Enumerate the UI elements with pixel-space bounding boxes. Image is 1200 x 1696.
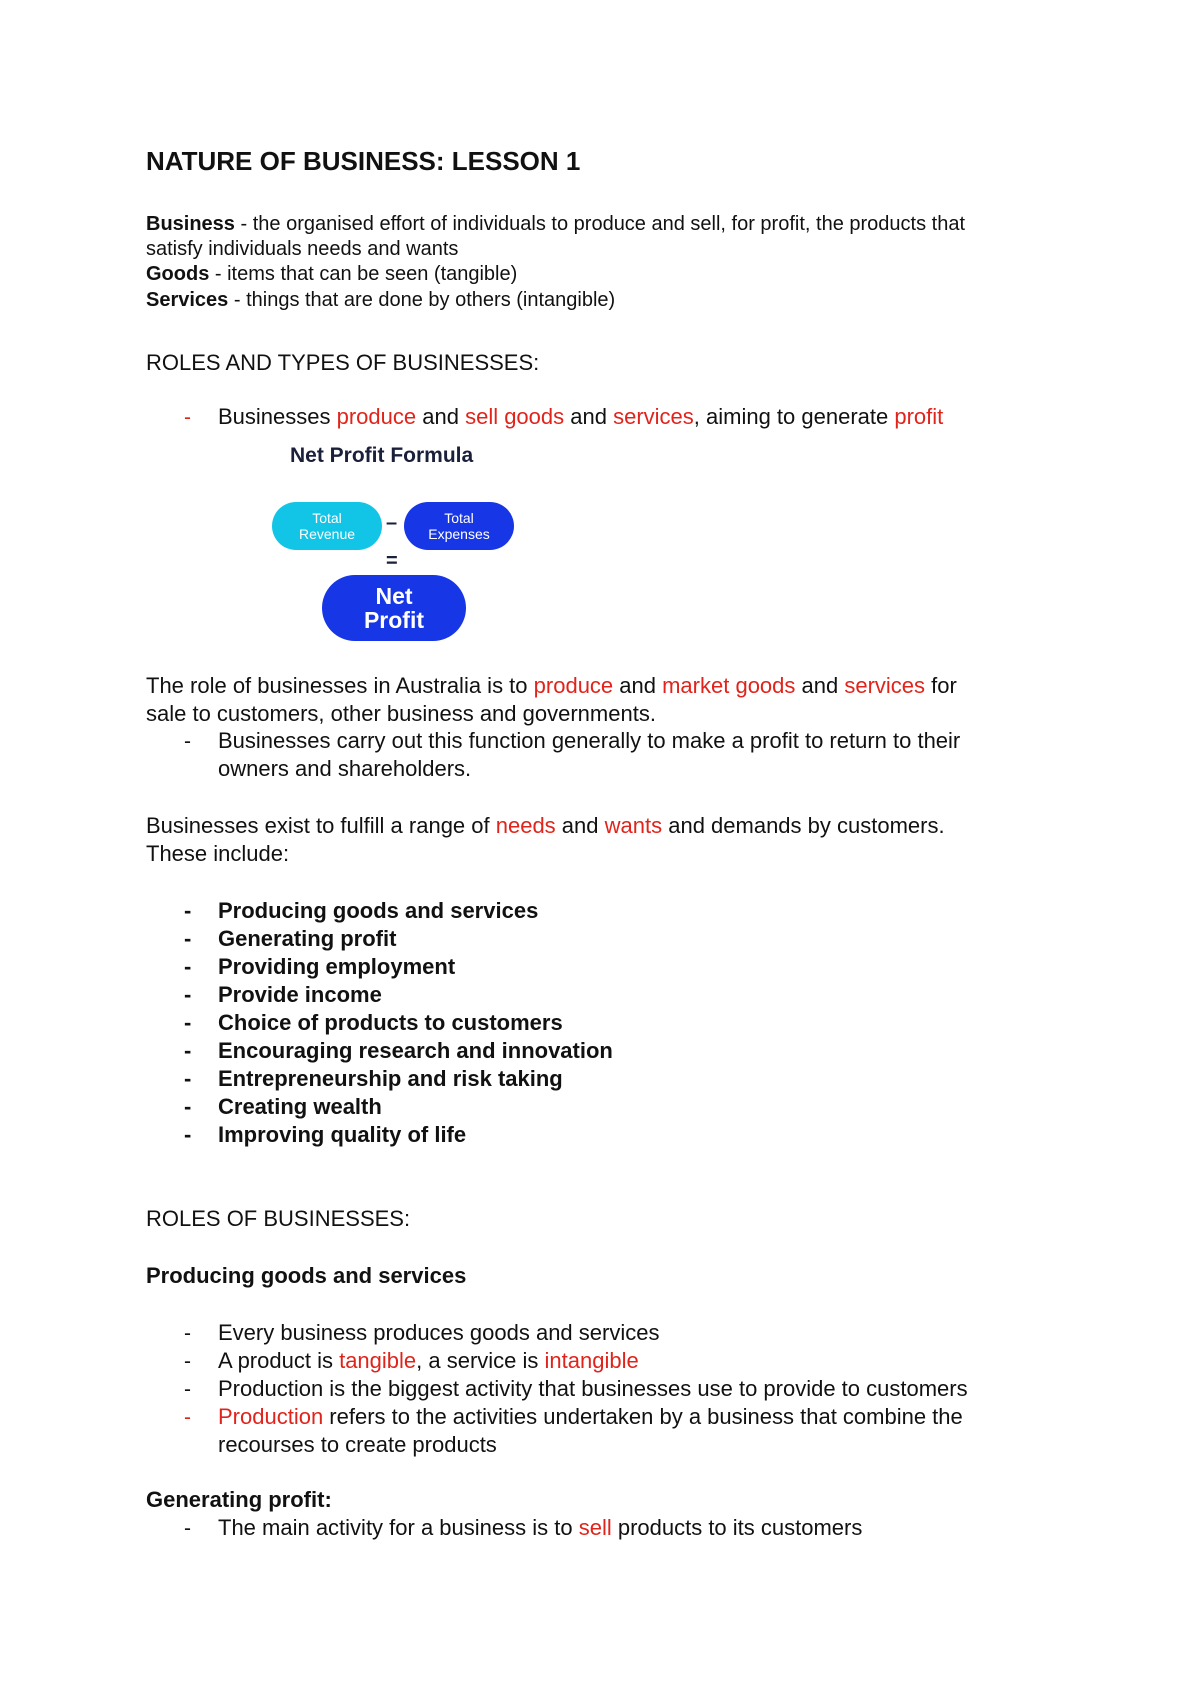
formula-title: Net Profit Formula <box>290 444 474 467</box>
bullet-dash: - <box>184 1322 191 1345</box>
needs-paragraph-line2: These include: <box>146 841 290 866</box>
term-goods: Goods <box>146 263 210 285</box>
definition-business <box>146 212 965 237</box>
def-business-1: - the organised effort of individuals to produce and sell, for profit, the products that <box>234 213 965 235</box>
revenue-line2: Revenue <box>298 526 356 542</box>
total-revenue-pill <box>272 502 382 550</box>
role-paragraph-line1: The role of businesses in Australia is to produce and market goods and services for <box>146 673 957 698</box>
section-heading-roles-types: ROLES AND TYPES OF BUSINESSES: <box>146 350 540 375</box>
definition-business-cont: satisfy individuals needs and wants <box>146 238 459 260</box>
document-page: NATURE OF BUSINESS: LESSON 1 Business - the organised effort of individuals to produce and sell, for profit, the products that satisfy individuals needs and wants Goods - items that can be seen (tangible) Services - things that are done by others (intangible) ROLES AND TYPES OF BUSINESSES: - Businesses produce and sell goods and services, aiming to generate profit Net Profit Formula Total Revenue – Total Expenses = Net Profit The role of businesses in Australia is to produce and market goods and services for sale to customers, other business and governments. - Businesses carry out this function generally to make a profit to return to their owners and shareholders. Businesses exist to fulfill a range of needs and wants and demands by customers. These include: - Producing goods and services - Generating profit - Providing employment - Provide income - Choice of products to customers - Encouraging research and innovation - Entrepreneurship and risk taking - Creating wealth - Improving quality of life ROLES OF BUSINESSES: Producing goods and services - Every business produces goods and services - A product is tangible, a service is intangible - Production is the biggest activity that businesses use to provide to customers - Production refers to the activities undertaken by a business that combine the recourses to create products Generating profit: - The main activity for a business is to sell products to its customers <box>146 146 968 1540</box>
section-heading-roles: ROLES OF BUSINESSES: <box>146 1206 411 1231</box>
role-sub-bullet-line1: Businesses carry out this function generally to make a profit to return to their <box>218 728 961 753</box>
definition-services <box>146 288 615 313</box>
bullet-production-refers-cont: recourses to create products <box>218 1432 497 1457</box>
minus-sign: – <box>386 512 398 534</box>
bullet-production-biggest: Production is the biggest activity that businesses use to provide to customers <box>218 1376 968 1401</box>
definition-goods <box>146 262 517 287</box>
bullet-produce-sell: Businesses produce and sell goods and services, aiming to generate profit <box>218 404 944 429</box>
bullet-dash: - <box>184 406 191 429</box>
total-expenses-pill <box>404 502 514 550</box>
bullet-dash: - <box>184 1378 191 1401</box>
def-goods: - items that can be seen (tangible) <box>209 263 518 285</box>
subheading-producing: Producing goods and services <box>146 1263 467 1288</box>
page-title: NATURE OF BUSINESS: LESSON 1 <box>146 146 581 176</box>
bullet-dash: - <box>184 1517 191 1540</box>
role-sub-bullet-line2: owners and shareholders. <box>218 756 472 781</box>
def-services: - things that are done by others (intangible) <box>228 289 616 311</box>
needs-paragraph-line1: Businesses exist to fulfill a range of needs and wants and demands by customers. <box>146 813 945 838</box>
revenue-line1: Total <box>312 510 342 526</box>
equals-sign: = <box>386 550 398 572</box>
role-paragraph-line2: sale to customers, other business and governments. <box>146 701 656 726</box>
bullet-dash: - <box>184 730 191 753</box>
net-line2: Profit <box>363 607 425 633</box>
subheading-generating-profit: Generating profit: <box>146 1487 332 1512</box>
net-profit-pill <box>322 575 466 641</box>
expenses-line1: Total <box>444 510 474 526</box>
bullet-dash: - <box>184 1350 191 1373</box>
bullet-production-refers: Production refers to the activities undertaken by a business that combine the <box>218 1404 963 1429</box>
bullet-dash: - <box>184 1406 191 1429</box>
bullet-sell-products: The main activity for a business is to sell products to its customers <box>218 1515 863 1540</box>
term-services: Services <box>146 289 229 311</box>
net-line1: Net <box>375 583 413 609</box>
bullet-tangible: A product is tangible, a service is intangible <box>218 1348 639 1373</box>
bullet-every-business: Every business produces goods and services <box>218 1320 660 1345</box>
term-business: Business <box>146 213 235 235</box>
expenses-line2: Expenses <box>428 526 490 542</box>
